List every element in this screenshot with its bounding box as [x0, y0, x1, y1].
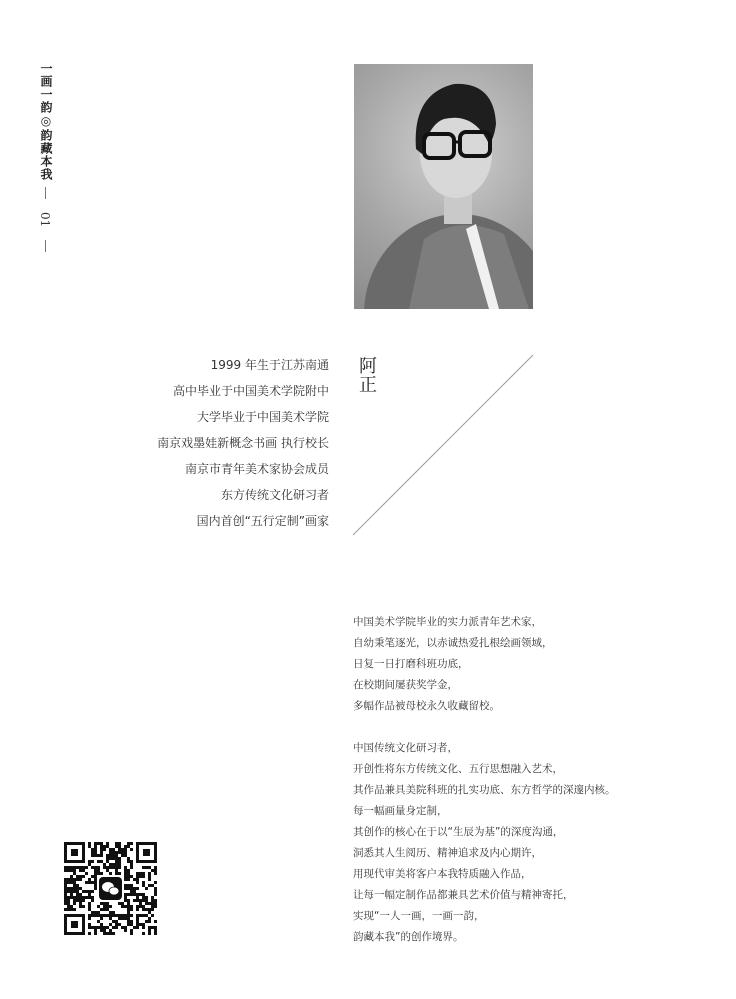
wechat-icon [99, 877, 122, 900]
bio-line: 南京市青年美术家协会成员 [184, 462, 329, 476]
paragraph-line: 在校期间屡获奖学金， [353, 679, 458, 691]
paragraph-line: 每一幅画量身定制， [353, 805, 448, 817]
bio-line: 高中毕业于中国美术学院附中 [172, 384, 329, 398]
bio-line: 1999 年生于江苏南通 [210, 358, 329, 372]
bio-lines [157, 352, 329, 534]
vertical-title: 一画一韵◎韵藏本我 [39, 62, 53, 181]
divider [45, 240, 46, 252]
paragraph-line: 实现“一人一画，一画一韵， [353, 910, 485, 922]
paragraph-line: 多幅作品被母校永久收藏留校。 [353, 700, 500, 712]
bio-line: 大学毕业于中国美术学院 [196, 410, 329, 424]
intro-paragraph-1 [353, 612, 553, 717]
paragraph-line: 洞悉其人生阅历、精神追求及内心期许， [353, 847, 542, 859]
paragraph-line: 开创性将东方传统文化、五行思想融入艺术， [353, 763, 563, 775]
qr-code[interactable] [64, 842, 157, 935]
divider [45, 187, 46, 199]
paragraph-line: 日复一日打磨科班功底， [353, 658, 469, 670]
paragraph-line: 自幼秉笔逐光，以赤诚热爱扎根绘画领域， [353, 637, 553, 649]
bio-line: 东方传统文化研习者 [220, 488, 329, 502]
intro-paragraph-2 [353, 738, 616, 948]
paragraph-line: 其作品兼具美院科班的扎实功底、东方哲学的深邃内核。 [353, 784, 616, 796]
paragraph-line: 中国美术学院毕业的实力派青年艺术家， [353, 616, 542, 628]
paragraph-line: 用现代审美将客户本我特质融入作品， [353, 868, 532, 880]
bio-line: 国内首创“五行定制”画家 [196, 514, 329, 528]
paragraph-line: 韵藏本我”的创作境界。 [353, 931, 464, 943]
portrait-photo [354, 64, 533, 309]
paragraph-line: 其创作的核心在于以“生辰为基”的深度沟通， [353, 826, 564, 838]
bio-line: 南京戏墨娃新概念书画 执行校长 [157, 436, 329, 450]
diagonal-divider [350, 352, 536, 538]
page-number [38, 184, 52, 255]
paragraph-line: 让每一幅定制作品都兼具艺术价值与精神寄托， [353, 889, 574, 901]
page-number-text: 01 [38, 211, 52, 228]
artist-name: 阿正 [356, 356, 377, 394]
paragraph-line: 中国传统文化研习者， [353, 742, 458, 754]
